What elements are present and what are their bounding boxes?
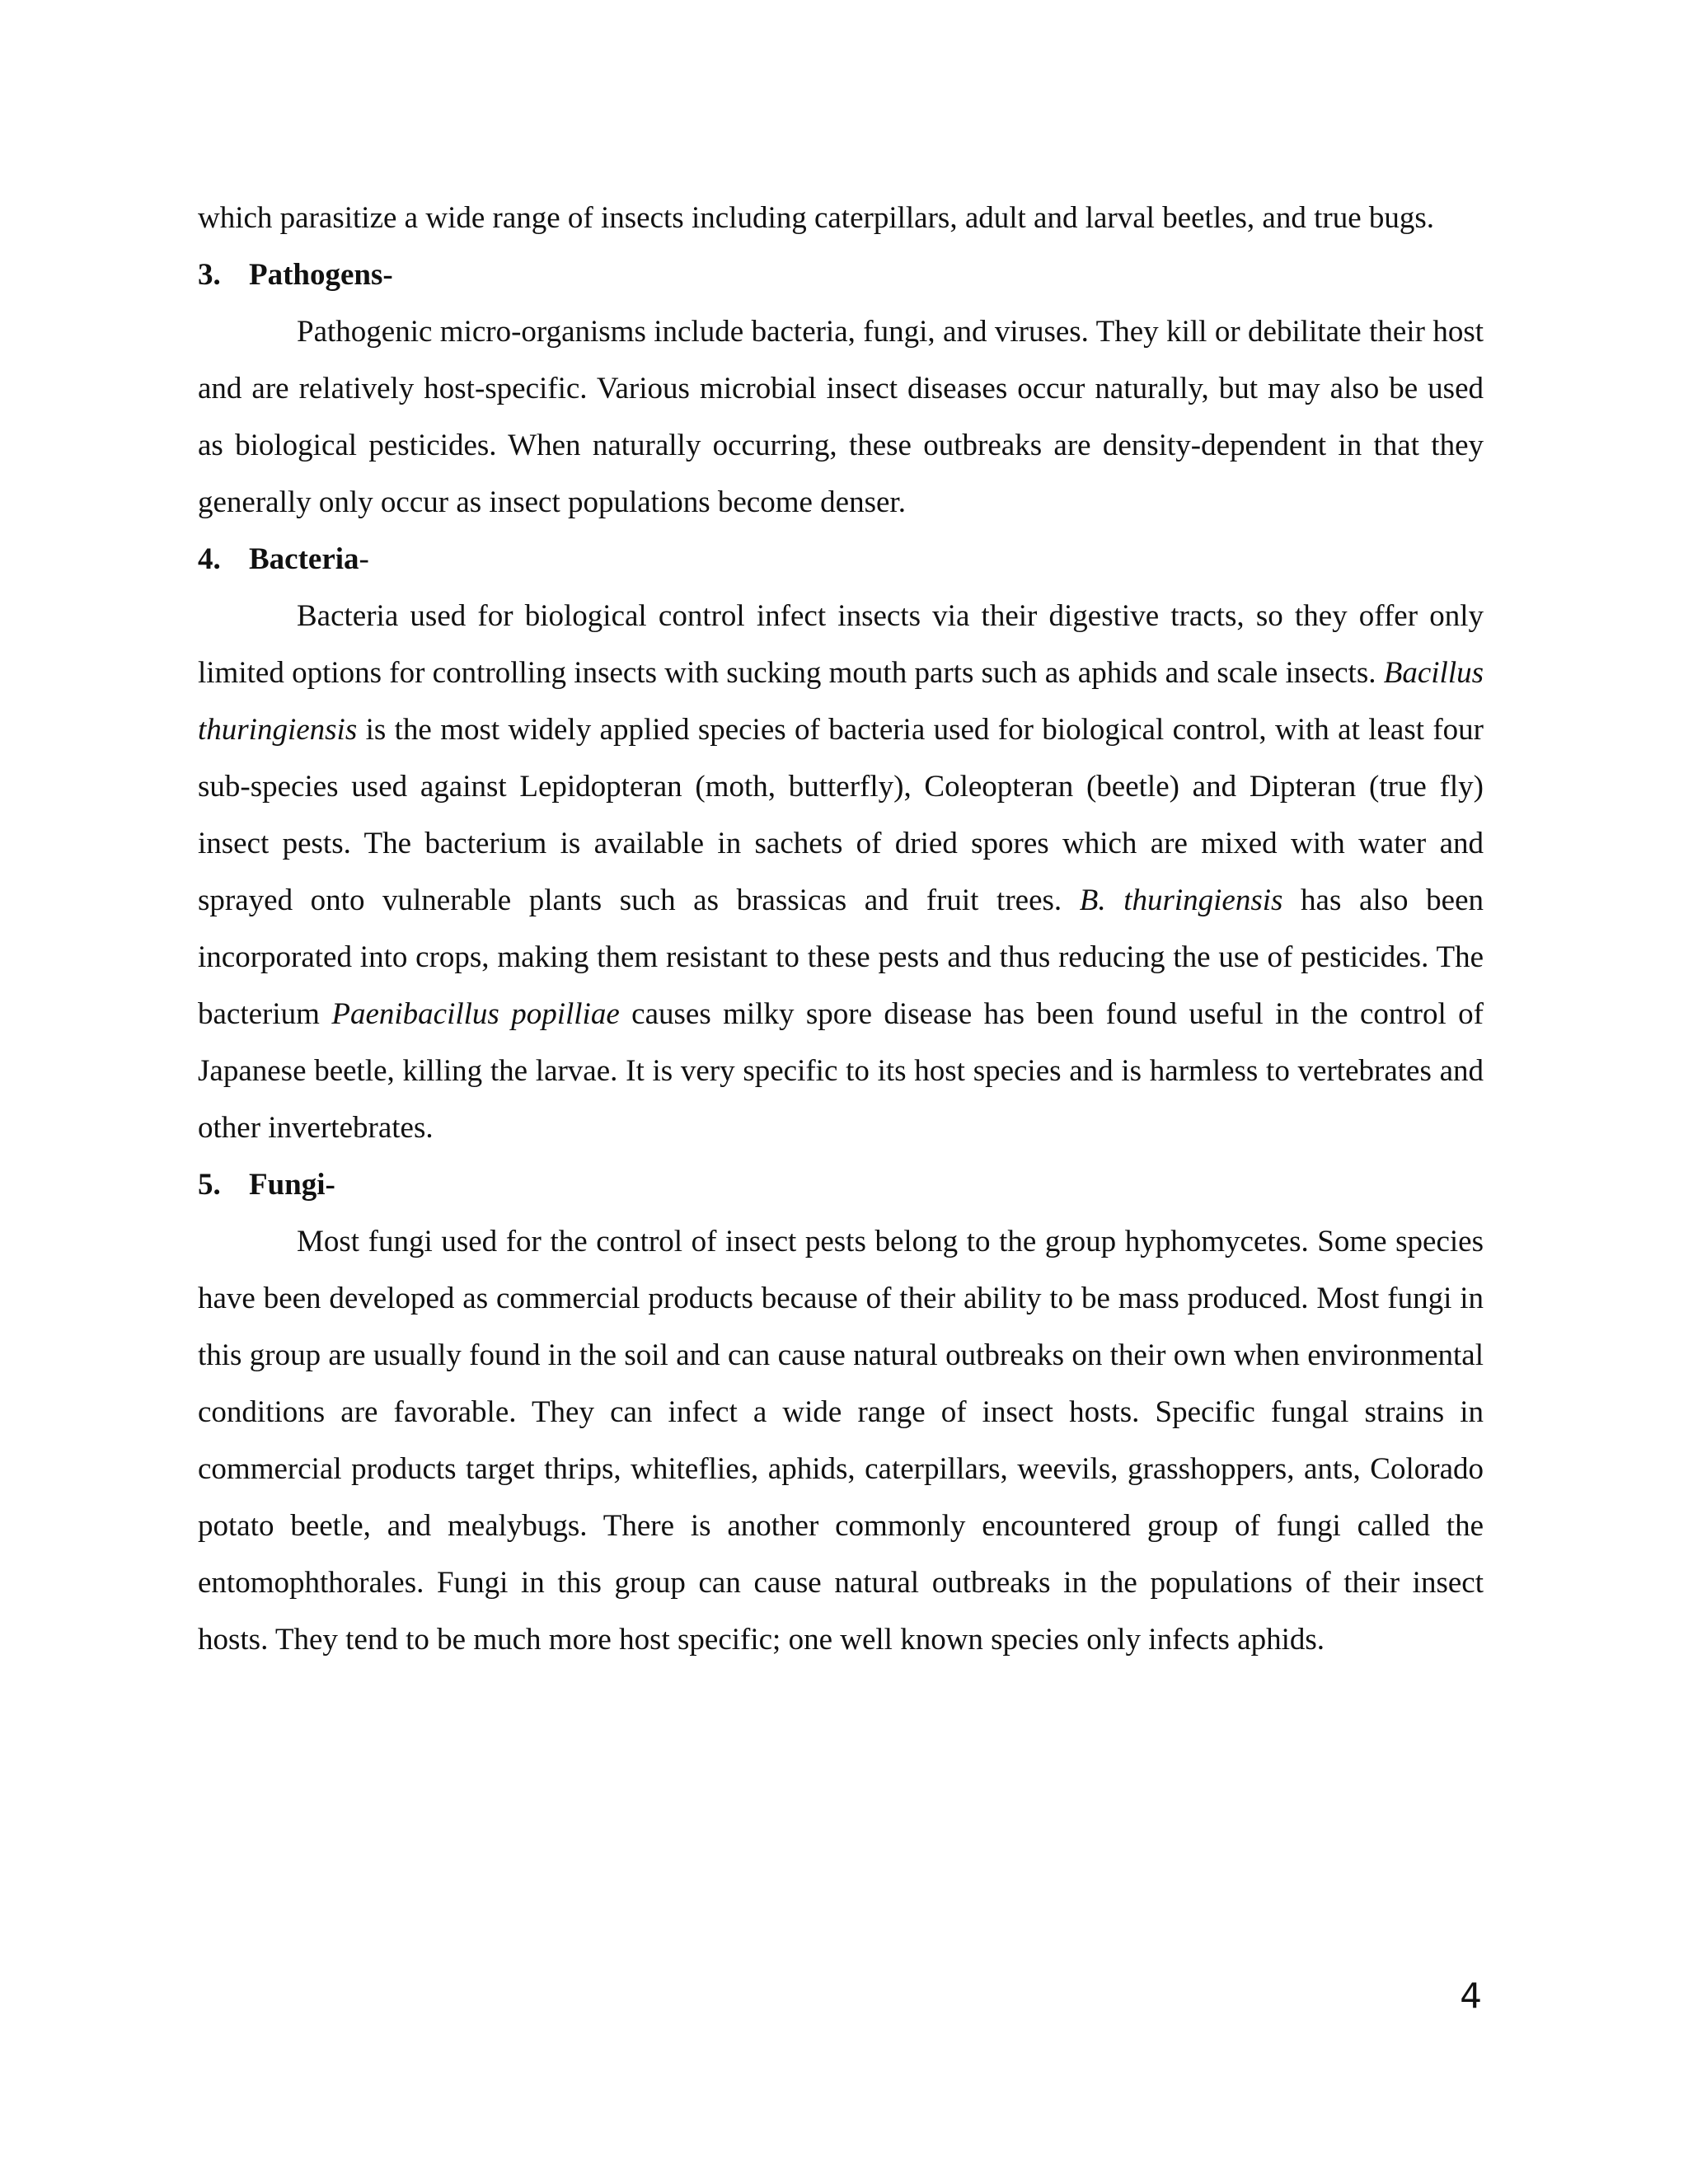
bacteria-text-part: has also been incorporated into crops, making them resistant to these pests and thus reducing the use of pesticides. The bacterium (198, 883, 1484, 1031)
heading-title: Bacteria (249, 542, 359, 576)
bacteria-text-part: causes milky spore disease has been found useful in the control of Japanese beetle, killing the larvae. It is very specific to its host species and is harmless to vertebrates and other invertebrates. (198, 997, 1484, 1145)
intro-continuation-paragraph: which parasitize a wide range of insects including caterpillars, adult and larval beetles, and true bugs. (198, 201, 1435, 235)
species-name-italic: Paenibacillus popilliae (331, 997, 620, 1031)
bacteria-text-part: is the most widely applied species of bacteria used for biological control, with at least four sub-species used against Lepidopteran (moth, butterfly), Coleopteran (beetle) and Dipteran (true fly) insect pests. The bacterium is available in sachets of dried spores which are mixed with water and sprayed onto vulnerable plants such as brassicas and fruit trees. (198, 713, 1484, 917)
bacteria-text-part: Bacteria used for biological control infect insects via their digestive tracts, so they offer only limited options for controlling insects with sucking mouth parts such as aphids and scale insects. (198, 599, 1484, 690)
heading-number: 3. (198, 258, 221, 292)
heading-bacteria (198, 531, 1484, 588)
page-content (198, 190, 1484, 1668)
species-name-italic: B. thuringiensis (1079, 883, 1283, 917)
heading-number: 5. (198, 1168, 221, 1202)
pathogens-paragraph: Pathogenic micro-organisms include bacteria, fungi, and viruses. They kill or debilitate their host and are relatively host-specific. Various microbial insect diseases occur naturally, but may also be used as biological pesticides. When naturally occurring, these outbreaks are density-dependent in that they generally only occur as insect populations become denser. (198, 315, 1484, 519)
bacteria-paragraph (198, 588, 1484, 1156)
species-name-italic: Bacillus thuringiensis (198, 656, 1484, 747)
heading-fungi (198, 1156, 1484, 1213)
fungi-paragraph: Most fungi used for the control of insect pests belong to the group hyphomycetes. Some species have been developed as commercial products because of their ability to be mass produced. Most fungi in this group are usually found in the soil and can cause natural outbreaks on their own when environmental conditions are favorable. They can infect a wide range of insect hosts. Specific fungal strains in commercial products target thrips, whiteflies, aphids, caterpillars, weevils, grasshoppers, ants, Colorado potato beetle, and mealybugs. There is another commonly encountered group of fungi called the entomophthorales. Fungi in this group can cause natural outbreaks in the populations of their insect hosts. They tend to be much more host specific; one well known species only infects aphids. (198, 1225, 1484, 1657)
heading-title: Fungi- (249, 1168, 335, 1202)
heading-dash: - (359, 542, 369, 576)
heading-number: 4. (198, 542, 221, 576)
heading-title: Pathogens- (249, 258, 393, 292)
page-number: 4 (1460, 1975, 1482, 2016)
heading-pathogens (198, 246, 1484, 303)
